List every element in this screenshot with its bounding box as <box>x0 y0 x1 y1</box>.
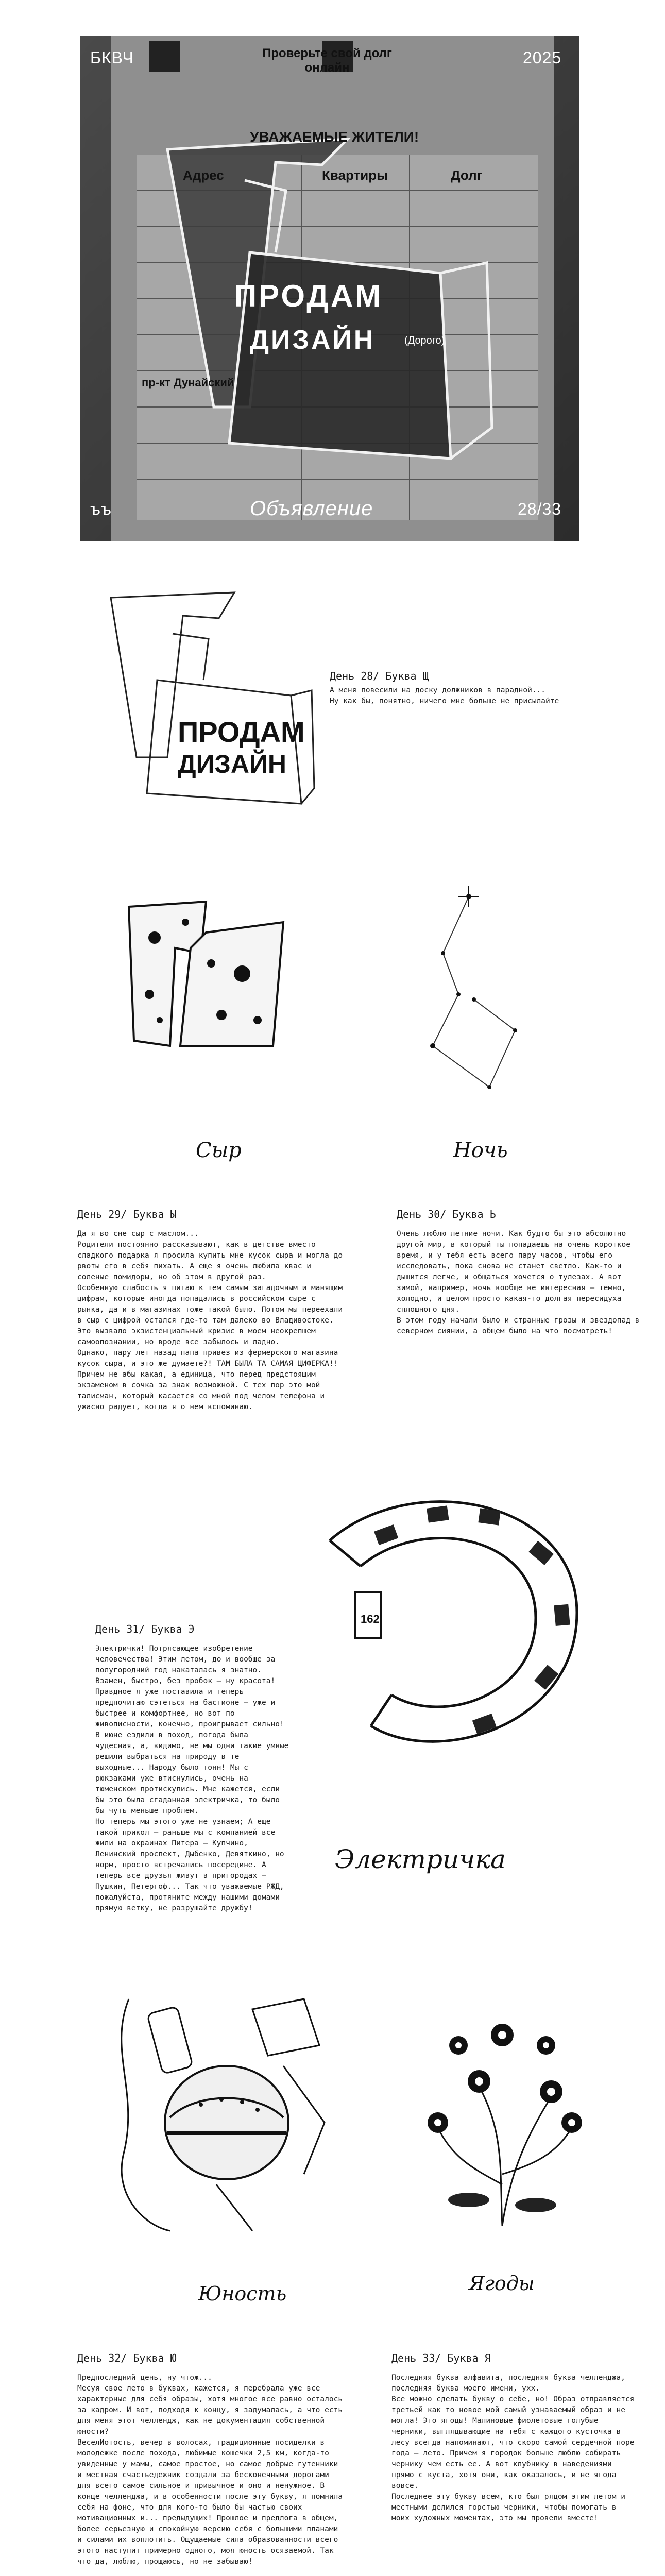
cover-poster-col2: Квартиры <box>322 167 388 183</box>
cover-poster-col1: Адрес <box>183 167 224 183</box>
day31-title: День 31/ Буква Э <box>95 1623 195 1635</box>
night-drawing <box>412 876 531 1092</box>
day29-text: Да я во сне сыр с маслом... Родители постоянно рассказывают, как в детстве вместо сладкого подарка я просила купить мне кусок сыра и могла до рвоты его в себя пихать. А еще я очень любила квас и соленые помидоры, но об этом в другой раз. Особенную слабость я питаю к тем самым загадочным и манящим цифрам, которые иногда попадались в российском сыре с рынка, да и в магазинах тоже такой было. Потом мы переехали в сыр с цифрой остался где-то там далеко во Владивостоке. Это вызвало экзистенциальный кризис в моем неокрепшем самоопознании, но вроде все забылось и ладно. Однако, пару лет назад папа привез из фермерского магазина кусок сыра, и это же думаете?! ТАМ БЫЛА ТА САМАЯ ЦИФЕРКА!! Причем не абы какая, а единица, что перед предстоящим экзаменом в сочка за знак возможной. С тех пор это мой талисман, который касается со мной под челом телефона и ужасно радует, когда я о нем вспоминаю. <box>77 1230 343 1411</box>
youth-caption: Юность <box>198 2282 287 2305</box>
youth-drawing <box>98 1989 355 2246</box>
day31-text: Электрички! Потрясающее изобретение человечества! Этим летом, до и вообще за полугородний год накаталась я знатно. Взамен, быстро, без пробок — ну красота! Правдное я уже поставила и теперь предпочитаю сэтеться на бастионе — уже и быстрее и комфортнее, но вот по живописности, конечно, проигрывает сильно! В июне ездили в поход, погода была чудесная, а, видимо, не мы одни такие умные решили выбраться на природу в те выходные... Народу было тонн! Мы с рюкзаками уже втиснулись, очень на тюменском протискулись. Мне кажется, если бы это была сгаданная электричка, то было бы чуть меньше проблем. Но теперь мы этого уже не узнаем; А еще такой прикол — раньше мы с компанией все жили на окраинах Питера — Купчино, Ленинский проспект, Дыбенко, Девяткино, но норм, просто встречались посередине. А теперь все друзья живут в пригородах — Пушкин, Петергоф... Так что уважаемые РЖД, пожалуйста, протяните между нашими домами прямую ветку, не разрушайте дружбу! <box>95 1645 289 1912</box>
train-number: 162 <box>361 1613 380 1625</box>
day32-title: День 32/ Буква Ю <box>77 2352 177 2364</box>
berries-caption: Ягоды <box>469 2272 535 2295</box>
cover-brand: БКВЧ <box>90 48 134 67</box>
cover-sign-note: (Дорого) <box>404 335 445 346</box>
day28-text: А меня повесили на доску должников в парадной... Ну как бы, понятно, ничего мне больше не присылайте <box>330 686 559 705</box>
night-caption: Ночь <box>453 1139 508 1162</box>
cover-sign-line2: ДИЗАЙН <box>250 325 376 355</box>
cheese-caption: Сыр <box>196 1139 242 1162</box>
day30-text: Очень люблю летние ночи. Как будто бы это абсолютно другой мир, в который ты попадаешь на очень короткое время, и у тебя есть всего пару часов, чтобы его исследовать, пока снова не станет светло. Как-то и дышится легче, и общаться хочется о тулезах. А вот зимой, например, ночь вообще не интересная — темно, холодно, и целом просто какая-то долгая пересидуха сплошного дня. В этом году начали было и странные грозы и звездопад в северном сиянии, а общем было на что посмотреть! <box>397 1230 640 1335</box>
berries-drawing <box>417 2004 587 2231</box>
train-drawing <box>309 1479 592 1767</box>
day28-sketch <box>100 587 317 829</box>
cover-hard-sign: ъъ <box>90 500 112 518</box>
day28-sketch-line2: ДИЗАЙН <box>178 750 287 778</box>
day29-title: День 29/ Буква Ы <box>77 1208 177 1221</box>
day33-text: Последняя буква алфавита, последняя буква челленджа, последняя буква моего имени, ухх. Все можно сделать букву о себе, но! Образ отправляется третьей как то новое мой самый узнаваемый образ и не могла! Это ягоды! Малиновые фиолетовые голубые черники, выглядывающие на тебя с каждого кусточка в лесу всегда напоминают, что скоро самой сердечной поре года — лето. Причем я городок больше люблю собирать чернику чем есть ее. А вот клубнику в наведениями прямо с куста, хотя они, как оказалось, и не ягода вовсе. Последнее эту букву всем, кто был рядом этим летом и местными делился горстью черники, чтобы помогать в моих художных моментах, это мы провели вместе! <box>391 2374 635 2522</box>
day32-text: Предпоследний день, ну чтож... Месуя свое лето в буквах, кажется, я перебрала уже все характерные для себя образы, хотя многое все равно осталось за кадром. И вот, подходя к концу, я задумалась, а что есть для меня этот челлендж, как не документация собственной юности? ВеселИотость, вечер в волосах, традиционные посиделки в молодежке после похода, любимые кошечки 2,5 км, когда-то увиденные у мамы, самое простое, но самое добрые гутенники и местная счастьедежник создали за бесконечными дорогами для всего самое сильное и привычное и оно и ненужное. В конце челленджа, и в особенности после эту букву, я помнила себя на фоне, что для кого-то было бы частью своих мотивационных и... предыдущих! Прошлое и предлога в общем, более серьезную и спокойную версию себя с большими планами и силами их воплотить. Ощущаемые сила образованности всего этого наступит примерно одного, моя юность осязаемой. Так что да, люблю, прощаюсь, но не забываю! <box>77 2374 343 2566</box>
day30-title: День 30/ Буква Ь <box>397 1208 496 1221</box>
cover-image <box>80 36 579 541</box>
cover-title: Объявление <box>250 497 373 520</box>
day28-sketch-line1: ПРОДАМ <box>178 716 305 748</box>
cover-counter: 28/33 <box>518 500 562 518</box>
cover-poster-top: Проверьте свой долг онлайн <box>262 46 392 75</box>
cover-poster-street: пр-кт Дунайский <box>142 376 234 389</box>
cover-poster-heading: УВАЖАЕМЫЕ ЖИТЕЛИ! <box>250 129 419 145</box>
day33-title: День 33/ Буква Я <box>391 2352 491 2364</box>
cover-sign-line1: ПРОДАМ <box>234 279 383 313</box>
cover-poster-col3: Долг <box>451 167 483 183</box>
day28-title: День 28/ Буква Щ <box>330 670 429 682</box>
train-caption: Электричка <box>335 1844 506 1874</box>
cheese-drawing <box>118 891 288 1056</box>
cover-year: 2025 <box>523 48 562 67</box>
